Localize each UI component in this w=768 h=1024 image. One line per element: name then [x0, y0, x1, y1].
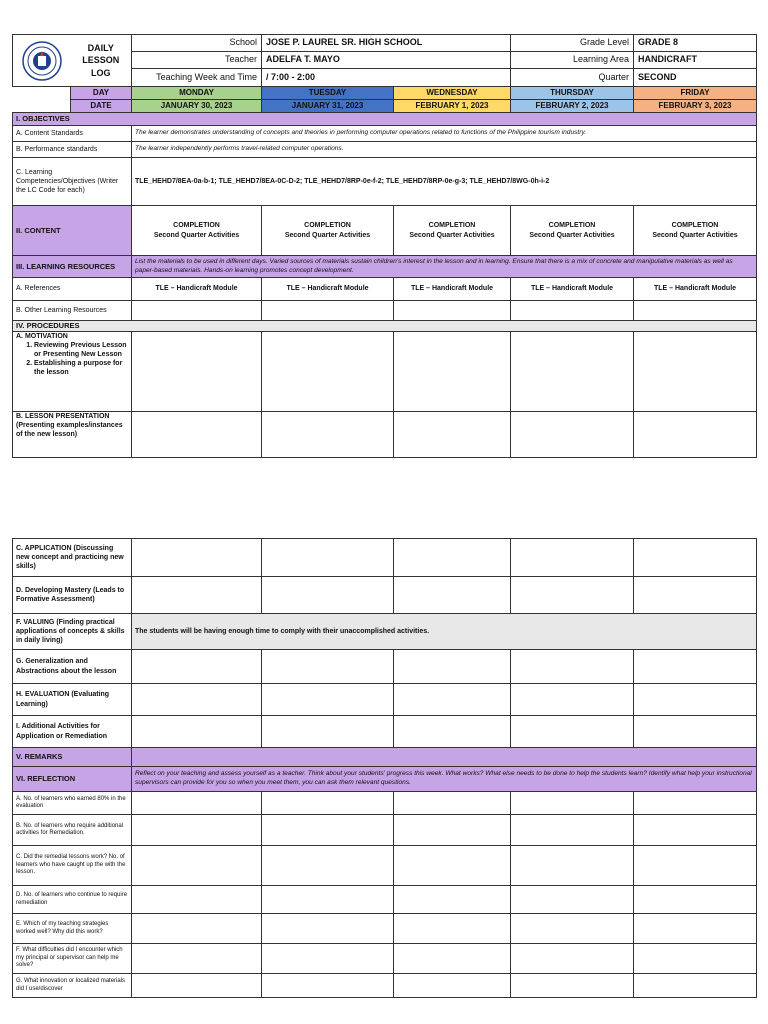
empty-cell	[394, 815, 511, 846]
empty-cell	[394, 539, 511, 577]
empty-cell	[634, 650, 757, 684]
school-value: JOSE P. LAUREL SR. HIGH SCHOOL	[262, 35, 511, 52]
empty-cell	[394, 412, 511, 458]
content-line1: COMPLETION	[173, 222, 220, 230]
empty-cell	[511, 539, 634, 577]
empty-cell	[634, 301, 757, 321]
empty-cell	[511, 684, 634, 716]
empty-cell	[634, 684, 757, 716]
empty-cell	[634, 815, 757, 846]
day-tuesday: TUESDAY	[262, 87, 394, 100]
empty-cell	[262, 792, 394, 815]
empty-cell	[634, 412, 757, 458]
generalization-label: G. Generalization and Abstractions about the lesson	[13, 650, 132, 684]
remarks-heading: V. REMARKS	[13, 748, 132, 767]
reflection-item: G. What innovation or localized materials did I use/discover	[13, 974, 132, 998]
day-monday: MONDAY	[132, 87, 262, 100]
dll-title-line: LOG	[91, 67, 111, 78]
empty-cell	[262, 539, 394, 577]
empty-cell	[634, 886, 757, 914]
empty-cell	[511, 974, 634, 998]
dll-table-page1	[12, 34, 757, 458]
empty-cell	[511, 650, 634, 684]
content-line2: Second Quarter Activities	[529, 231, 615, 239]
empty-cell	[132, 577, 262, 614]
empty-cell	[511, 846, 634, 886]
date-thursday: FEBRUARY 2, 2023	[511, 100, 634, 113]
dll-table-page2	[12, 538, 757, 998]
empty-cell	[634, 944, 757, 974]
content-friday	[634, 206, 757, 256]
empty-cell	[262, 846, 394, 886]
motivation-item: 1. Reviewing Previous Lesson or Presenting New Lesson	[34, 341, 128, 359]
empty-cell	[262, 815, 394, 846]
date-tuesday: JANUARY 31, 2023	[262, 100, 394, 113]
teaching-week-label: Teaching Week and Time	[132, 69, 262, 87]
content-line1: COMPLETION	[304, 222, 351, 230]
empty-cell	[132, 886, 262, 914]
reflection-item: F. What difficulties did I encounter which my principal or supervisor can help me solve?	[13, 944, 132, 974]
valuing-label: F. VALUING (Finding practical applications of concepts & skills in daily living)	[13, 614, 132, 650]
empty-cell	[262, 974, 394, 998]
remarks-bar	[132, 748, 757, 767]
content-line2: Second Quarter Activities	[153, 231, 240, 239]
grade-level-value: GRADE 8	[634, 35, 757, 52]
empty-cell	[132, 846, 262, 886]
content-line2: Second Quarter Activities	[284, 231, 371, 239]
teaching-week-value: / 7:00 - 2:00	[262, 69, 511, 87]
empty-cell	[394, 792, 511, 815]
deped-seal-icon	[22, 41, 62, 81]
empty-cell	[132, 650, 262, 684]
reflection-item: A. No. of learners who earned 80% in the evaluation	[13, 792, 132, 815]
grade-level-label: Grade Level	[511, 35, 634, 52]
references-label: A. References	[13, 278, 132, 301]
day-thursday: THURSDAY	[511, 87, 634, 100]
empty-cell	[262, 412, 394, 458]
content-line1: COMPLETION	[548, 222, 596, 230]
reflection-note: Reflect on your teaching and assess yourself as a teacher. Think about your students' progress this week. What works? What else needs to be done to help the students learn? Identify what help your instructional supervisors can provide for you so when you meet them, you can ask them relevant questions.	[132, 767, 757, 792]
empty-cell	[511, 944, 634, 974]
empty-cell	[262, 944, 394, 974]
empty-cell	[262, 577, 394, 614]
lesson-presentation-label: B. LESSON PRESENTATION (Presenting examples/instances of the new lesson)	[13, 412, 132, 458]
reflection-heading: VI. REFLECTION	[13, 767, 132, 792]
quarter-label: Quarter	[511, 69, 634, 87]
empty-cell	[394, 716, 511, 748]
empty-cell	[132, 332, 262, 412]
empty-cell	[262, 684, 394, 716]
content-standards-label: A. Content Standards	[13, 126, 132, 142]
application-label: C. APPLICATION (Discussing new concept and practicing new skills)	[13, 539, 132, 577]
content-line1: COMPLETION	[671, 222, 719, 230]
motivation-cell	[13, 332, 132, 412]
empty-cell	[634, 846, 757, 886]
deped-seal-cell	[13, 35, 71, 87]
reflection-item: D. No. of learners who continue to require remediation	[13, 886, 132, 914]
empty-cell	[634, 577, 757, 614]
content-standards-text: The learner demonstrates understanding of concepts and theories in performing computer operations related to functions of the Philippine tourism industry.	[132, 126, 757, 142]
procedures-heading: IV. PROCEDURES	[13, 321, 757, 332]
developing-mastery-label: D. Developing Mastery (Leads to Formative Assessment)	[13, 577, 132, 614]
empty-cell	[262, 301, 394, 321]
reflection-item: E. Which of my teaching strategies worked well? Why did this work?	[13, 914, 132, 944]
reference-wednesday: TLE – Handicraft Module	[394, 278, 511, 301]
empty-cell	[511, 792, 634, 815]
empty-cell	[511, 577, 634, 614]
empty-cell	[132, 974, 262, 998]
learning-area-label: Learning Area	[511, 52, 634, 69]
dll-title-line: DAILY	[87, 43, 114, 54]
other-resources-label: B. Other Learning Resources	[13, 301, 132, 321]
reference-thursday: TLE – Handicraft Module	[511, 278, 634, 301]
empty-cell	[394, 846, 511, 886]
date-friday: FEBRUARY 3, 2023	[634, 100, 757, 113]
teacher-label: Teacher	[132, 52, 262, 69]
empty-cell	[634, 914, 757, 944]
content-heading: II. CONTENT	[13, 206, 132, 256]
empty-cell	[511, 886, 634, 914]
reference-tuesday: TLE – Handicraft Module	[262, 278, 394, 301]
empty-cell	[394, 914, 511, 944]
empty-cell	[394, 301, 511, 321]
content-line1: COMPLETION	[428, 222, 476, 230]
content-monday	[132, 206, 262, 256]
content-thursday	[511, 206, 634, 256]
empty-cell	[511, 301, 634, 321]
content-line2: Second Quarter Activities	[652, 231, 738, 239]
day-friday: FRIDAY	[634, 87, 757, 100]
performance-standards-text: The learner independently performs travel-related computer operations.	[132, 142, 757, 158]
teacher-value: ADELFA T. MAYO	[262, 52, 511, 69]
empty-cell	[394, 650, 511, 684]
empty-cell	[634, 792, 757, 815]
school-label: School	[132, 35, 262, 52]
quarter-value: SECOND	[634, 69, 757, 87]
empty-cell	[262, 716, 394, 748]
learning-area-value: HANDICRAFT	[634, 52, 757, 69]
empty-cell	[394, 886, 511, 914]
empty-cell	[394, 944, 511, 974]
date-label: DATE	[71, 100, 132, 113]
empty-cell	[132, 716, 262, 748]
content-line2: Second Quarter Activities	[409, 231, 495, 239]
empty-cell	[132, 944, 262, 974]
learning-competencies-label: C. Learning Competencies/Objectives (Writer the LC Code for each)	[13, 158, 132, 206]
empty-cell	[394, 577, 511, 614]
motivation-label: A. MOTIVATION	[16, 333, 68, 340]
date-wednesday: FEBRUARY 1, 2023	[394, 100, 511, 113]
content-wednesday	[394, 206, 511, 256]
empty-cell	[634, 716, 757, 748]
day-label: DAY	[71, 87, 132, 100]
empty-cell	[262, 914, 394, 944]
empty-cell	[394, 684, 511, 716]
empty-cell	[132, 539, 262, 577]
empty-cell	[262, 650, 394, 684]
content-tuesday	[262, 206, 394, 256]
empty-cell	[634, 539, 757, 577]
valuing-text: The students will be having enough time to comply with their unaccomplished activities.	[132, 614, 757, 650]
empty-cell	[132, 792, 262, 815]
additional-activities-label: I. Additional Activities for Application or Remediation	[13, 716, 132, 748]
empty-cell	[132, 914, 262, 944]
reference-friday: TLE – Handicraft Module	[634, 278, 757, 301]
learning-competencies-text: TLE_HEHD7/8EA-0a-b-1; TLE_HEHD7/8EA-0C-D-2; TLE_HEHD7/8RP-0e-f-2; TLE_HEHD7/8RP-0e-g-3; TLE_HEHD7/8WG-0h-i-2	[132, 158, 757, 206]
objectives-heading: I. OBJECTIVES	[13, 113, 757, 126]
empty-cell	[262, 886, 394, 914]
empty-cell	[511, 914, 634, 944]
motivation-list	[16, 341, 128, 377]
empty-cell	[511, 332, 634, 412]
reflection-item: C. Did the remedial lessons work? No. of learners who have caught up the with the lesson.	[13, 846, 132, 886]
empty-cell	[132, 684, 262, 716]
evaluation-label: H. EVALUATION (Evaluating Learning)	[13, 684, 132, 716]
reference-monday: TLE – Handicraft Module	[132, 278, 262, 301]
empty-cell	[511, 815, 634, 846]
dll-title-line: LESSON	[82, 55, 120, 66]
empty-cell	[394, 332, 511, 412]
empty-cell	[634, 974, 757, 998]
dll-title	[71, 35, 132, 87]
date-monday: JANUARY 30, 2023	[132, 100, 262, 113]
empty-cell	[511, 716, 634, 748]
learning-resources-note: List the materials to be used in different days. Varied sources of materials sustain children's interest in the lesson and in learning. Ensure that there is a mix of concrete and manipulative materials as well as paper-based materials. Hands-on learning promotes concept development.	[132, 256, 757, 278]
motivation-item: 2. Establishing a purpose for the lesson	[34, 359, 128, 377]
empty-cell	[634, 332, 757, 412]
day-wednesday: WEDNESDAY	[394, 87, 511, 100]
performance-standards-label: B. Performance standards	[13, 142, 132, 158]
empty-cell	[394, 974, 511, 998]
empty-cell	[132, 412, 262, 458]
empty-cell	[511, 412, 634, 458]
reflection-item: B. No. of learners who require additional activities for Remediation.	[13, 815, 132, 846]
empty-cell	[132, 301, 262, 321]
learning-resources-heading: III. LEARNING RESOURCES	[13, 256, 132, 278]
spacer-cell	[13, 87, 71, 100]
empty-cell	[262, 332, 394, 412]
spacer-cell	[13, 100, 71, 113]
empty-cell	[132, 815, 262, 846]
